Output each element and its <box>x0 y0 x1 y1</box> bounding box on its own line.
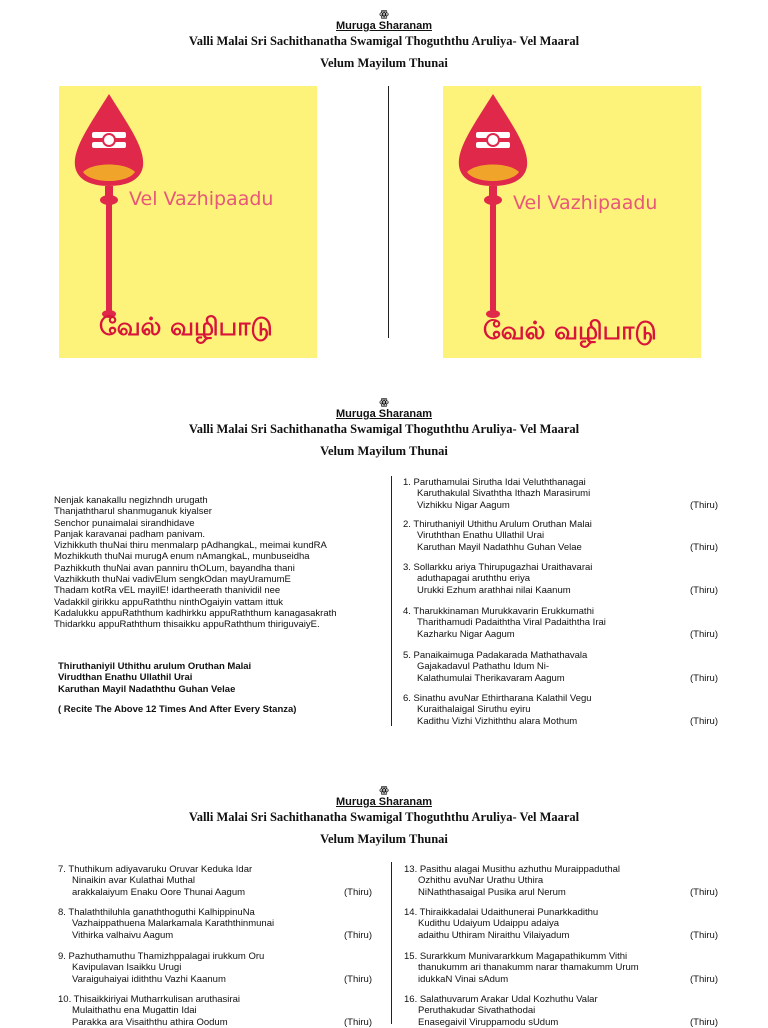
poster-english-title: Vel Vazhipaadu <box>129 188 274 210</box>
stanza-line: Urukki Ezhum arathhai nilai Kaanum <box>417 584 571 596</box>
stanza-1 <box>403 477 718 511</box>
verse-line: Nenjak kanakallu negizhndh urugath <box>54 495 208 506</box>
stanza-line: 5. Panaikaimuga Padakarada Mathathavala <box>403 650 588 661</box>
thiru-tag: (Thiru) <box>344 886 372 898</box>
stanza-line: Kadithu Vizhi Vizhiththu alara Mothum <box>417 715 578 727</box>
stanza-4 <box>403 606 718 640</box>
stanza-6 <box>403 693 718 727</box>
thiru-tag: (Thiru) <box>690 584 718 596</box>
page-header <box>0 786 768 847</box>
verse-line: Vazhikkuth thuNai vadivElum sengkOdan mayUramumE <box>54 574 291 586</box>
thiru-tag: (Thiru) <box>690 886 718 898</box>
verse-line: Mozhikkuth thuNai murugA enum nAmangkaL, munbuseidha <box>54 551 310 563</box>
om-symbol: ꙮ <box>379 397 389 408</box>
stanza-line: Ninaikin avar Kulathai Muthal <box>72 875 196 887</box>
stanza-line: Kavipulavan Isaikku Urugi <box>72 962 182 974</box>
thiru-tag: (Thiru) <box>690 973 718 985</box>
stanza-line: Vazhaippathuena Malarkamala Karaththinmunai <box>72 918 275 930</box>
stanza-line: Tharithamudi Padaiththa Viral Padaiththa Irai <box>417 617 606 629</box>
velum-mayilum-thunai: Velum Mayilum Thunai <box>320 832 448 846</box>
stanza-9 <box>58 951 372 985</box>
stanza-line: 13. Pasithu alagai Musithu azhuthu Muraippaduthal <box>404 864 621 875</box>
stanza-line: 6. Sinathu avuNar Ethirtharana Kalathil Vegu <box>403 693 592 704</box>
verse-line: Vizhikkuth thuNai thiru menmalarp pAdhangkaL, meimai kundRA <box>54 540 327 552</box>
stanza-line: Enasegaivil Viruppamodu sUdum <box>418 1016 559 1028</box>
verse-line: Pazhikkuth thuNai avan panniru thOLum, bayandha thani <box>54 562 295 574</box>
stanza-line: Vizhikku Nigar Aagum <box>417 499 510 511</box>
thiru-tag: (Thiru) <box>344 1016 372 1028</box>
stanza-line: Viruththan Enathu Ullathil Urai <box>417 530 545 542</box>
verse-line: Thidarkku appuRaththum thisaikku appuRaththum thiriguvaiyE. <box>54 619 320 631</box>
stanza-10 <box>58 994 372 1028</box>
recite-instruction: ( Recite The Above 12 Times And After Every Stanza) <box>58 703 297 715</box>
stanza-13 <box>404 864 718 898</box>
stanza-line: 4. Tharukkinaman Murukkavarin Erukkumathi <box>403 606 594 617</box>
refrain-block <box>58 661 296 715</box>
stanza-line: Karuthan Mayil Nadathhu Guhan Velae <box>417 541 582 553</box>
stanza-line: 14. Thiraikkadalai Udaithunerai Punarkkadithu <box>404 907 599 918</box>
thiru-tag: (Thiru) <box>344 973 372 985</box>
refrain-line: Thiruthaniyil Uthithu arulum Oruthan Malai <box>58 661 252 672</box>
verse-line: Kadalukku appuRaththum kadhirkku appuRaththum kanagasakrath <box>54 607 337 619</box>
thiru-tag: (Thiru) <box>690 499 718 511</box>
stanza-line: 3. Sollarkku ariya Thirupugazhai Uraithavarai <box>403 562 593 573</box>
stanza-line: Parakka ara Visaiththu athira Oodum <box>72 1016 228 1028</box>
stanza-line: 2. Thiruthaniyil Uthithu Arulum Oruthan Malai <box>403 519 592 530</box>
thiru-tag: (Thiru) <box>690 1016 718 1028</box>
stanza-line: Vithirka valhaivu Aagum <box>72 929 174 941</box>
stanza-line: 9. Pazhuthamuthu Thamizhppalagai irukkum Oru <box>58 951 265 962</box>
stanza-line: aduthapagai aruththu eriya <box>417 573 531 585</box>
page-2 <box>0 398 768 459</box>
stanza-line: Varaiguhaiyai idiththu Vazhi Kaanum <box>72 973 226 985</box>
poster-english-title: Vel Vazhipaadu <box>513 192 658 214</box>
velum-mayilum-thunai: Velum Mayilum Thunai <box>320 56 448 70</box>
om-symbol: ꙮ <box>379 9 389 20</box>
verse-line: Vadakkil girikku appuRaththu ninthOgaiyin vattam ittuk <box>54 596 284 608</box>
stanza-line: idukkaN Vinai sAdum <box>418 973 509 985</box>
stanza-line: 16. Salathuvarum Arakar Udal Kozhuthu Valar <box>404 994 598 1005</box>
document-title: Valli Malai Sri Sachithanatha Swamigal Thoguththu Aruliya- Vel Maaral <box>188 810 580 824</box>
stanza-line: adaithu Uthiram Niraithu Vilaiyadum <box>418 929 570 941</box>
stanza-line: Ozhithu avuNar Urathu Uthira <box>418 875 544 887</box>
thiru-tag: (Thiru) <box>690 541 718 553</box>
poster-tamil-title: வேல் வழிபாடு <box>483 316 657 345</box>
stanza-line: Karuthakulal Sivaththa Ithazh Marasirumi <box>417 488 591 500</box>
stanza-16 <box>404 994 718 1028</box>
muruga-sharanam: Muruga Sharanam <box>336 796 432 808</box>
verse-line: Thanjaththarul shanmuganuk kiyalser <box>54 506 212 518</box>
verse-block <box>54 495 384 631</box>
vel-vazhipaadu-poster-right <box>443 86 701 358</box>
thiru-tag: (Thiru) <box>690 628 718 640</box>
stanza-7 <box>58 864 372 898</box>
stanza-line: 15. Surarkkum Munivararkkum Magapathikumm Vithi <box>404 951 628 962</box>
stanza-line: NiNaththasaigal Pusika arul Nerum <box>418 886 566 898</box>
document-title: Valli Malai Sri Sachithanatha Swamigal Thoguththu Aruliya- Vel Maaral <box>188 422 580 436</box>
page-3-divider <box>391 862 392 1024</box>
thiru-tag: (Thiru) <box>344 929 372 941</box>
stanza-2 <box>403 519 718 553</box>
muruga-sharanam: Muruga Sharanam <box>336 408 432 420</box>
page-1 <box>0 10 768 71</box>
stanza-line: Kuraithalaigal Siruthu eyiru <box>417 704 531 716</box>
vel-vazhipaadu-poster-left <box>59 86 317 358</box>
muruga-sharanam: Muruga Sharanam <box>336 20 432 32</box>
stanza-line: 7. Thuthikum adiyavaruku Oruvar Keduka Idar <box>58 864 253 875</box>
stanza-line: Kazharku Nigar Aagum <box>417 628 515 640</box>
verse-line: Senchor punaimalai sirandhidave <box>54 517 195 529</box>
stanza-line: Mulaithathu ena Mugattin Idai <box>72 1005 197 1017</box>
stanza-line: Peruthakudar Sivathathodai <box>418 1005 536 1017</box>
stanza-14 <box>404 907 718 941</box>
refrain-line: Karuthan Mayil Nadaththu Guhan Velae <box>58 683 236 695</box>
stanza-line: Kalathumulai Therikavaram Aagum <box>417 672 565 684</box>
verse-line: Panjak karavanai padham panivam. <box>54 528 206 540</box>
page-3 <box>0 786 768 847</box>
page-1-divider <box>388 86 389 338</box>
stanza-3 <box>403 562 718 596</box>
thiru-tag: (Thiru) <box>690 672 718 684</box>
stanza-line: 8. Thalaththiluhla ganaththoguthi KalhippinuNa <box>58 907 255 918</box>
document-title: Valli Malai Sri Sachithanatha Swamigal Thoguththu Aruliya- Vel Maaral <box>188 34 580 48</box>
stanza-line: Gajakadavul Pathathu Idum Ni- <box>417 661 550 673</box>
stanza-line: 10. Thisaikkiriyai Mutharrkulisan aruthasirai <box>58 994 240 1005</box>
stanza-8 <box>58 907 372 941</box>
stanza-line: 1. Paruthamulai Sirutha Idai Veluththanagai <box>403 477 586 488</box>
refrain-line: Virudthan Enathu Ullathil Urai <box>58 672 193 684</box>
page-header <box>0 398 768 459</box>
stanza-5 <box>403 650 718 684</box>
page-2-divider <box>391 476 392 726</box>
thiru-tag: (Thiru) <box>690 715 718 727</box>
stanza-line: Kudithu Udaiyum Udaippu adaiya <box>418 918 560 930</box>
verse-line: Thadam kotRa vEL mayilE! idartheerath thanividil nee <box>54 585 281 597</box>
poster-tamil-title: வேல் வழிபாடு <box>99 312 273 341</box>
velum-mayilum-thunai: Velum Mayilum Thunai <box>320 444 448 458</box>
page-header <box>0 10 768 71</box>
stanza-line: thanukumm ari thanakumm narar thamakumm Urum <box>418 962 639 974</box>
om-symbol: ꙮ <box>379 785 389 796</box>
stanza-line: arakkalaiyum Enaku Oore Thunai Aagum <box>72 886 246 898</box>
thiru-tag: (Thiru) <box>690 929 718 941</box>
stanza-15 <box>404 951 718 985</box>
